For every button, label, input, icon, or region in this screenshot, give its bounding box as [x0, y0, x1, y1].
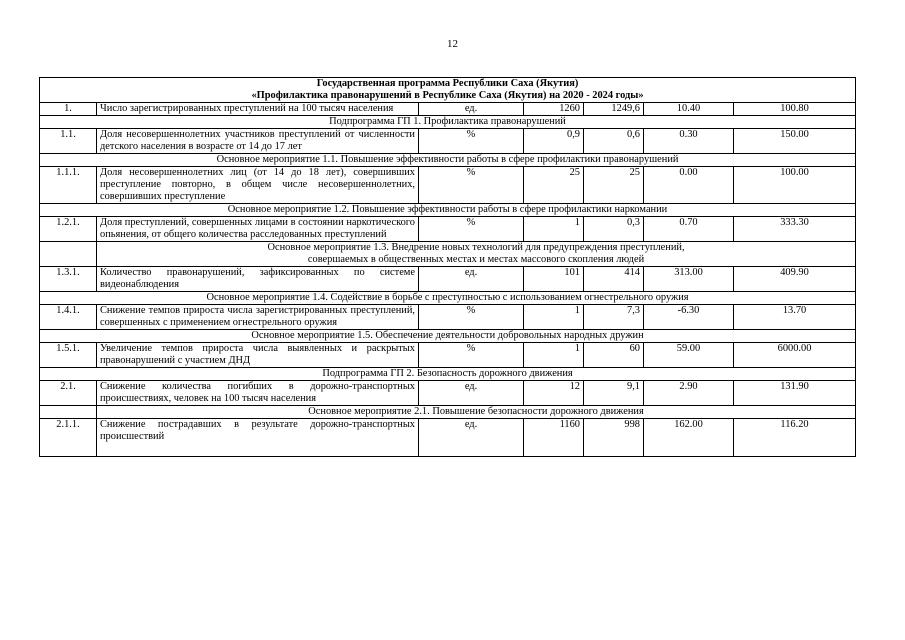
- section-row: [40, 116, 856, 129]
- indicator-number: 2.1.: [40, 381, 97, 406]
- indicator-number: 1.1.1.: [40, 167, 97, 204]
- indicator-description: Доля несовершеннолетних лиц (от 14 до 18 лет), совершивших преступление повторно, в общем числе несовершеннолетних, совершивших преступление: [97, 167, 419, 204]
- section-title: Основное мероприятие 1.5. Обеспечение деятельности добровольных народных дружин: [40, 330, 856, 343]
- indicator-number: 1.4.1.: [40, 305, 97, 330]
- table-row: [40, 129, 856, 154]
- indicator-number: 1.2.1.: [40, 217, 97, 242]
- program-indicators-table: [39, 77, 856, 457]
- indicator-unit: %: [419, 129, 524, 154]
- indicator-plan-value: 25: [524, 167, 584, 204]
- table-row: [40, 343, 856, 368]
- section-title: Подпрограмма ГП 1. Профилактика правонарушений: [40, 116, 856, 129]
- indicator-number: 1.: [40, 103, 97, 116]
- indicator-deviation: 0.00: [644, 167, 734, 204]
- page-number: 12: [447, 38, 458, 50]
- indicator-percent: 13.70: [734, 305, 856, 330]
- blank-cell: [40, 406, 97, 419]
- section-title-line1: Основное мероприятие 1.3. Внедрение новых технологий для предупреждения преступлений,: [267, 242, 685, 253]
- section-title: Основное мероприятие 2.1. Повышение безопасности дорожного движения: [97, 406, 856, 419]
- indicator-plan-value: 0,9: [524, 129, 584, 154]
- indicator-actual-value: 1249,6: [584, 103, 644, 116]
- indicator-percent: 409.90: [734, 267, 856, 292]
- indicator-deviation: 59.00: [644, 343, 734, 368]
- indicator-plan-value: 1260: [524, 103, 584, 116]
- indicator-percent: 150.00: [734, 129, 856, 154]
- section-row: [40, 368, 856, 381]
- indicator-actual-value: 414: [584, 267, 644, 292]
- indicator-number: 1.5.1.: [40, 343, 97, 368]
- indicator-number: 1.3.1.: [40, 267, 97, 292]
- program-header-row: [40, 78, 856, 103]
- indicator-description: Снижение темпов прироста числа зарегистрированных преступлений, совершенных с применением огнестрельного оружия: [97, 305, 419, 330]
- indicator-plan-value: 101: [524, 267, 584, 292]
- section-title: [97, 242, 856, 267]
- indicator-deviation: 10.40: [644, 103, 734, 116]
- table-row: [40, 267, 856, 292]
- indicator-actual-value: 0,6: [584, 129, 644, 154]
- indicator-percent: 333.30: [734, 217, 856, 242]
- indicator-description: Доля несовершеннолетних участников преступлений от численности детского населения в возрасте от 14 до 17 лет: [97, 129, 419, 154]
- section-row: [40, 242, 856, 267]
- indicator-percent: 100.00: [734, 167, 856, 204]
- indicator-unit: ед.: [419, 267, 524, 292]
- indicator-percent: 6000.00: [734, 343, 856, 368]
- section-title: Основное мероприятие 1.2. Повышение эффективности работы в сфере профилактики наркомании: [40, 204, 856, 217]
- indicator-unit: %: [419, 167, 524, 204]
- indicator-unit: ед.: [419, 103, 524, 116]
- indicator-unit: ед.: [419, 381, 524, 406]
- program-title-line1: Государственная программа Республики Саха (Якутия): [316, 78, 579, 89]
- indicator-actual-value: 998: [584, 419, 644, 457]
- blank-cell: [40, 242, 97, 267]
- section-row: [40, 204, 856, 217]
- indicator-plan-value: 12: [524, 381, 584, 406]
- section-title: Основное мероприятие 1.4. Содействие в борьбе с преступностью с использованием огнестрельного оружия: [40, 292, 856, 305]
- section-row: [40, 330, 856, 343]
- indicator-deviation: 2.90: [644, 381, 734, 406]
- indicator-description: Увеличение темпов прироста числа выявленных и раскрытых правонарушений с участием ДНД: [97, 343, 419, 368]
- indicator-plan-value: 1: [524, 217, 584, 242]
- indicator-actual-value: 0,3: [584, 217, 644, 242]
- indicator-unit: %: [419, 217, 524, 242]
- indicator-deviation: 0.30: [644, 129, 734, 154]
- indicator-description: Количество правонарушений, зафиксированных по системе видеонаблюдения: [97, 267, 419, 292]
- indicator-deviation: -6.30: [644, 305, 734, 330]
- table-row: [40, 167, 856, 204]
- indicator-actual-value: 25: [584, 167, 644, 204]
- indicator-deviation: 313.00: [644, 267, 734, 292]
- indicator-actual-value: 60: [584, 343, 644, 368]
- indicator-description: Снижение количества погибших в дорожно-транспортных происшествиях, человек на 100 тысяч населения: [97, 381, 419, 406]
- indicator-percent: 100.80: [734, 103, 856, 116]
- indicator-percent: 131.90: [734, 381, 856, 406]
- section-row: [40, 154, 856, 167]
- indicator-number: 1.1.: [40, 129, 97, 154]
- indicator-percent: 116.20: [734, 419, 856, 457]
- indicator-plan-value: 1: [524, 305, 584, 330]
- indicator-plan-value: 1: [524, 343, 584, 368]
- table-row: [40, 103, 856, 116]
- indicator-deviation: 162.00: [644, 419, 734, 457]
- section-title: Подпрограмма ГП 2. Безопасность дорожного движения: [40, 368, 856, 381]
- indicator-deviation: 0.70: [644, 217, 734, 242]
- indicator-description: Доля преступлений, совершенных лицами в состоянии наркотического опьянения, от общего количества расследованных преступлений: [97, 217, 419, 242]
- indicator-unit: %: [419, 343, 524, 368]
- table-row: [40, 381, 856, 406]
- indicator-description: Число зарегистрированных преступлений на 100 тысяч населения: [97, 103, 419, 116]
- table-row: [40, 305, 856, 330]
- program-title: [40, 78, 856, 103]
- indicator-actual-value: 7,3: [584, 305, 644, 330]
- indicator-unit: %: [419, 305, 524, 330]
- section-row: [40, 292, 856, 305]
- section-title-line2: совершаемых в общественных местах и местах массового скопления людей: [307, 254, 645, 265]
- indicator-description: Снижение пострадавших в результате дорожно-транспортных происшествий: [97, 419, 419, 457]
- section-title: Основное мероприятие 1.1. Повышение эффективности работы в сфере профилактики правонарушений: [40, 154, 856, 167]
- indicator-plan-value: 1160: [524, 419, 584, 457]
- indicator-actual-value: 9,1: [584, 381, 644, 406]
- section-row: [40, 406, 856, 419]
- indicator-unit: ед.: [419, 419, 524, 457]
- program-title-line2: «Профилактика правонарушений в Республике Саха (Якутия) на 2020 - 2024 годы»: [251, 90, 644, 101]
- table-row: [40, 419, 856, 457]
- table-row: [40, 217, 856, 242]
- indicator-number: 2.1.1.: [40, 419, 97, 457]
